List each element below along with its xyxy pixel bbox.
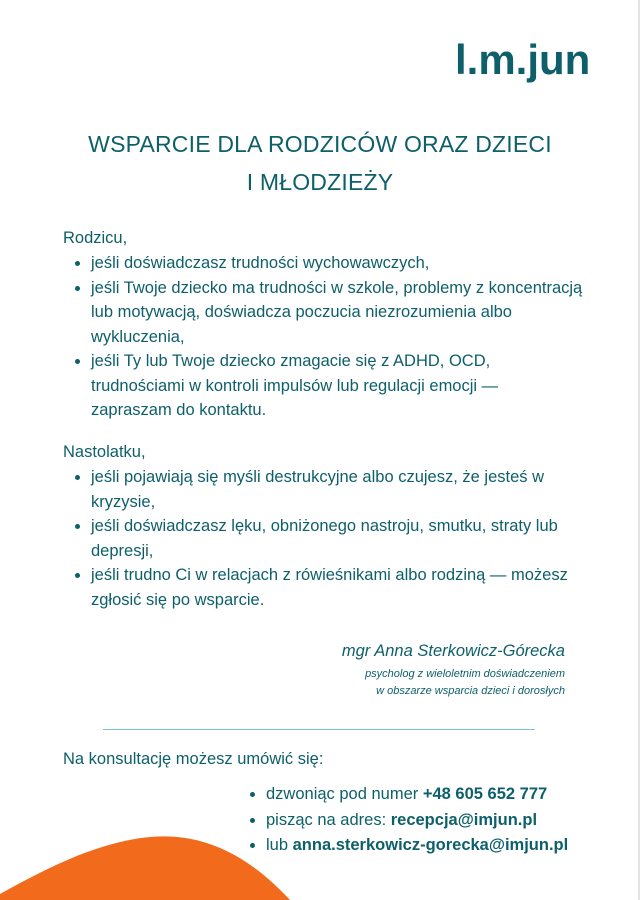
- contact-lead: Na konsultację możesz umówić się:: [63, 750, 324, 768]
- signature-block: [342, 640, 565, 700]
- parents-list: [63, 251, 583, 423]
- contact-phone-number[interactable]: +48 605 652 777: [422, 785, 548, 803]
- parents-lead: Rodzicu,: [63, 229, 128, 247]
- contact-phone-item: [266, 782, 568, 808]
- teens-section: [63, 440, 583, 612]
- contact-email-link[interactable]: recepcja@imjun.pl: [390, 810, 538, 829]
- page-title-line-1: WSPARCIE DLA RODZICÓW ORAZ DZIECI: [88, 131, 552, 157]
- page-title-line-2: I MŁODZIEŻY: [246, 169, 394, 195]
- teens-lead: Nastolatku,: [63, 443, 146, 461]
- parents-list-item: • jeśli doświadczasz trudności wychowawczych,: [91, 251, 583, 276]
- contact-email2-link[interactable]: anna.sterkowicz-gorecka@imjun.pl: [292, 836, 569, 854]
- contact-email-prefix: pisząc na adres:: [266, 810, 391, 829]
- page-title: [0, 125, 640, 201]
- svg-text:l.m.jun: l.m.jun: [455, 36, 591, 83]
- imjun-logo: [455, 36, 605, 86]
- parents-list-item: • jeśli Ty lub Twoje dziecko zmagacie się z ADHD, OCD, trudnościami w kontroli impulsów lub regulacji emocji — zapraszam do kontaktu.: [91, 349, 583, 423]
- teens-list-item: • jeśli trudno Ci w relacjach z rówieśnikami albo rodziną — możesz zgłosić się po wsparcie.: [91, 563, 583, 612]
- parents-section: [63, 226, 583, 423]
- teens-list-item: • jeśli doświadczasz lęku, obniżonego nastroju, smutku, straty lub depresji,: [91, 514, 583, 563]
- signature-name: mgr Anna Sterkowicz-Górecka: [341, 642, 565, 660]
- contact-email2-prefix: lub: [266, 836, 293, 854]
- signature-desc-line-1: psycholog z wieloletnim doświadczeniem: [365, 668, 565, 680]
- teens-list: [63, 465, 583, 612]
- decorative-orange-wave: [0, 820, 330, 900]
- signature-desc-line-2: w obszarze wsparcia dzieci i dorosłych: [376, 685, 565, 697]
- teens-list-item: • jeśli pojawiają się myśli destrukcyjne albo czujesz, że jesteś w kryzysie,: [91, 465, 583, 514]
- section-divider: [103, 729, 535, 730]
- parents-list-item: • jeśli Twoje dziecko ma trudności w szkole, problemy z koncentracją lub motywacją, doświadcza poczucia niezrozumienia albo wykluczenia,: [91, 276, 583, 350]
- contact-phone-prefix: dzwoniąc pod numer: [266, 785, 423, 803]
